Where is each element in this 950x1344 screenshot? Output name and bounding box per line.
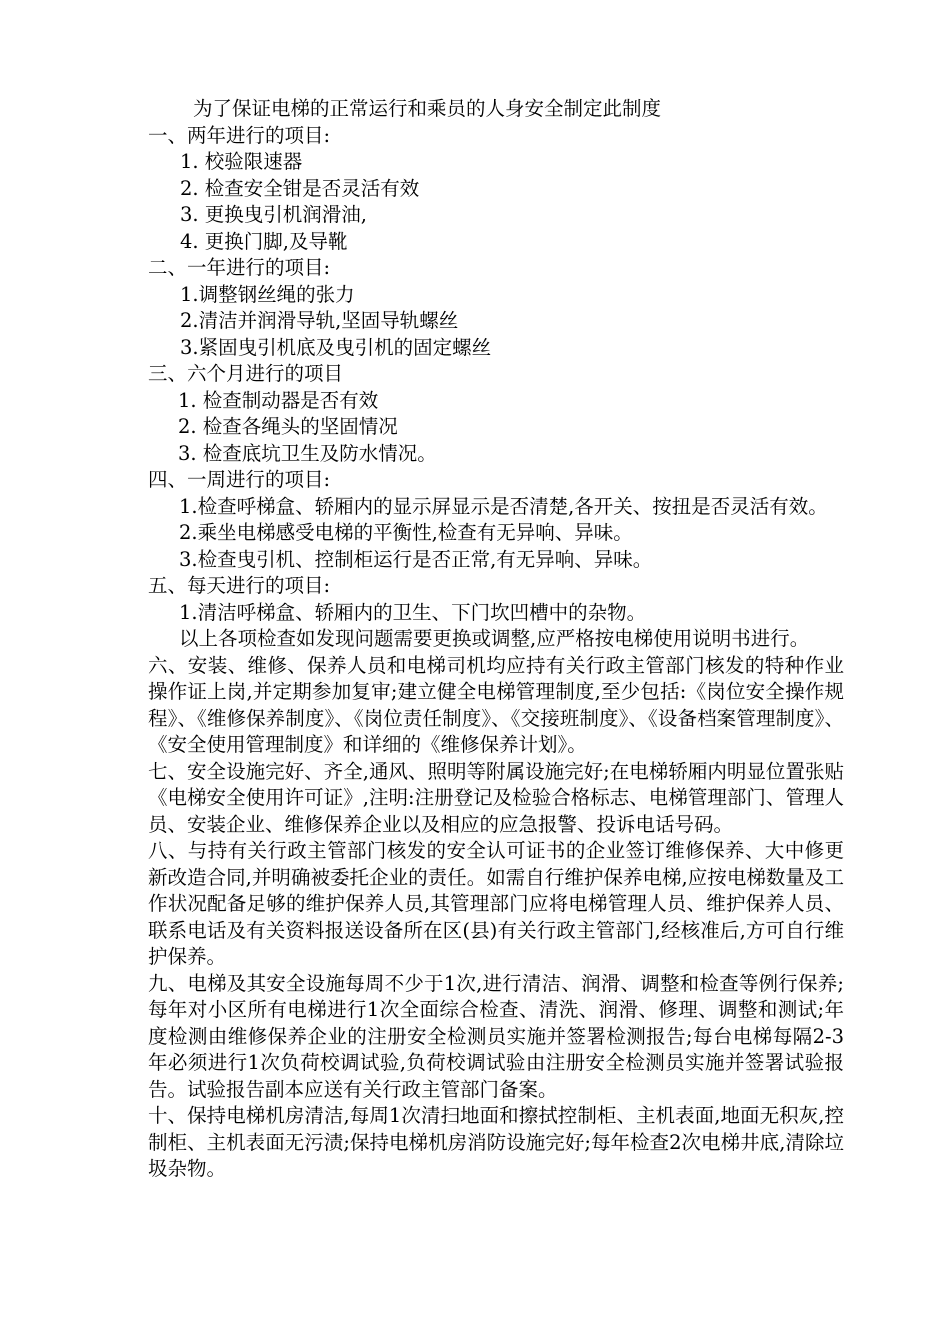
section-4-heading: 四、一周进行的项目:: [148, 468, 331, 491]
section-9-paragraph: 九、电梯及其安全设施每周不少于1次,进行清洁、润滑、调整和检查等例行保养;每年对小区所有电梯进行1次全面综合检查、清洗、润滑、修理、调整和测试;年度检测由维修保养企业的注册安全检测员实施并签署检测报告;每台电梯每隔2-3年必须进行1次负荷校调试验,负荷校调试验由注册安全检测员实施并签署试验报告。试验报告副本应送有关行政主管部门备案。: [148, 971, 844, 1101]
section-6-paragraph: 六、安装、维修、保养人员和电梯司机均应持有关行政主管部门核发的特种作业操作证上岗,并定期参加复审;建立健全电梯管理制度,至少包括:《岗位安全操作规程》、《维修保养制度》、《岗位责任制度》、《交接班制度》、《设备档案管理制度》、《安全使用管理制度》和详细的《维修保养计划》。: [148, 653, 844, 756]
section-1-item: 4. 更换门脚,及导靴: [180, 229, 348, 253]
document-title: 为了保证电梯的正常运行和乘员的人身安全制定此制度: [193, 97, 662, 120]
section-4-item: 2.乘坐电梯感受电梯的平衡性,检查有无异响、异味。: [179, 521, 633, 544]
section-3-item: 3. 检查底坑卫生及防水情况。: [178, 441, 437, 465]
section-2-item: 2.清洁并润滑导轨,坚固导轨螺丝: [180, 309, 459, 332]
section-2-item: 3.紧固曳引机底及曳引机的固定螺丝: [180, 335, 492, 359]
section-5-note: 以上各项检查如发现问题需要更换或调整,应严格按电梯使用说明书进行。: [179, 627, 810, 650]
section-1-item: 2. 检查安全钳是否灵活有效: [180, 176, 420, 200]
section-1-heading: 一、两年进行的项目:: [148, 123, 331, 147]
section-4-item: 3.检查曳引机、控制柜运行是否正常,有无异响、异味。: [179, 547, 653, 571]
section-3-item: 1. 检查制动器是否有效: [178, 388, 379, 412]
section-1-item: 3. 更换曳引机润滑油,: [180, 203, 368, 226]
document-body: [148, 96, 844, 1183]
section-2-heading: 二、一年进行的项目:: [148, 256, 331, 279]
section-1-item: 1. 校验限速器: [180, 150, 303, 173]
section-5-heading: 五、每天进行的项目:: [148, 574, 331, 597]
section-8-paragraph: 八、与持有关行政主管部门核发的安全认可证书的企业签订维修保养、大中修更新改造合同,并明确被委托企业的责任。如需自行维护保养电梯,应按电梯数量及工作状况配备足够的维护保养人员,其管理部门应将电梯管理人员、维护保养人员、联系电话及有关资料报送设备所在区(县)有关行政主管部门,经核准后,方可自行维护保养。: [148, 839, 844, 968]
section-5-item: 1.清洁呼梯盒、轿厢内的卫生、下门坎凹槽中的杂物。: [179, 600, 647, 624]
section-2-item: 1.调整钢丝绳的张力: [180, 282, 355, 306]
section-10-paragraph: 十、保持电梯机房清洁,每周1次清扫地面和擦拭控制柜、主机表面,地面无积灰,控制柜、主机表面无污渍;保持电梯机房消防设施完好;每年检查2次电梯井底,清除垃圾杂物。: [148, 1104, 844, 1180]
section-7-paragraph: 七、安全设施完好、齐全,通风、照明等附属设施完好;在电梯轿厢内明显位置张贴《电梯安全使用许可证》,注明:注册登记及检验合格标志、电梯管理部门、管理人员、安装企业、维修保养企业以及相应的应急报警、投诉电话号码。: [148, 759, 844, 836]
section-4-item: 1.检查呼梯盒、轿厢内的显示屏显示是否清楚,各开关、按扭是否灵活有效。: [179, 494, 828, 518]
section-3-heading: 三、六个月进行的项目: [148, 362, 344, 385]
section-3-item: 2. 检查各绳头的坚固情况: [178, 415, 398, 438]
